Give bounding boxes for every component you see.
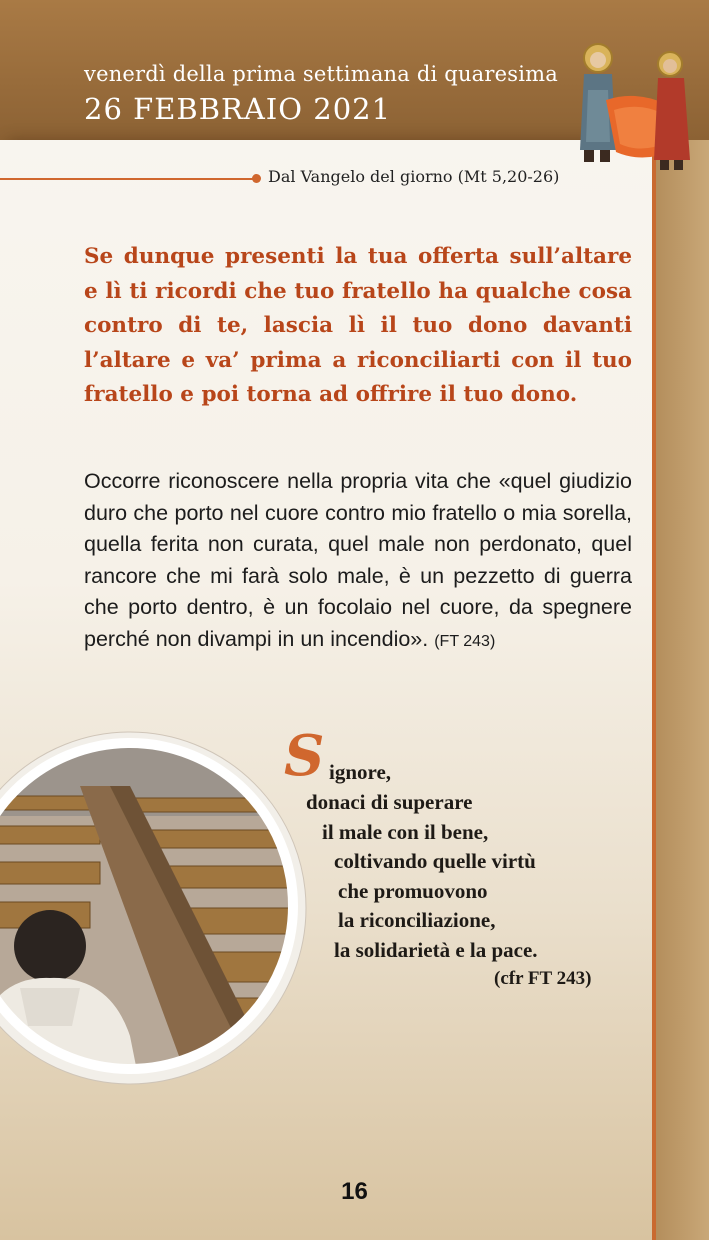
church-photo: [0, 726, 310, 1086]
prayer-line: coltivando quelle virtù: [334, 849, 536, 873]
prayer-line: la solidarietà e la pace.: [334, 938, 538, 962]
prayer-line: ignore,: [329, 760, 392, 784]
day-label: venerdì della prima settimana di quaresima: [84, 62, 558, 86]
prayer-line: che promuovono: [338, 879, 488, 903]
gospel-bullet: [252, 174, 261, 183]
prayer-line: donaci di superare: [306, 790, 473, 814]
commentary-source: (FT 243): [434, 632, 496, 650]
commentary: [84, 466, 632, 657]
date-title: 26 FEBBRAIO 2021: [84, 92, 392, 126]
gospel-divider: [0, 178, 256, 180]
prayer-source: (cfr FT 243): [494, 968, 592, 989]
commentary-text: Occorre riconoscere nella propria vita che «quel giudizio duro che porto nel cuore contro mio fratello o mia sorella, quella ferita non curata, quel male non perdonato, quel rancore che mi farà solo male, è un pezzetto di guerra che porto dentro, è un focolaio nel cuore, da spegnere perché non divampi in un incendio».: [84, 469, 632, 651]
prayer-line: la riconciliazione,: [338, 908, 496, 932]
page-number: 16: [341, 1178, 368, 1205]
gospel-verse: Se dunque presenti la tua offerta sull’altare e lì ti ricordi che tuo fratello ha qualche cosa contro di te, lascia lì il tuo dono davanti l’altare e va’ prima a riconciliarti con il tuo fratello e poi torna ad offrire il tuo dono.: [84, 244, 632, 407]
prayer-line: il male con il bene,: [322, 820, 489, 844]
page-edge: [656, 140, 709, 1240]
gospel-reference: Dal Vangelo del giorno (Mt 5,20-26): [268, 167, 560, 186]
prayer-drop-cap: S: [284, 723, 325, 789]
fresco-illustration: [566, 30, 701, 180]
